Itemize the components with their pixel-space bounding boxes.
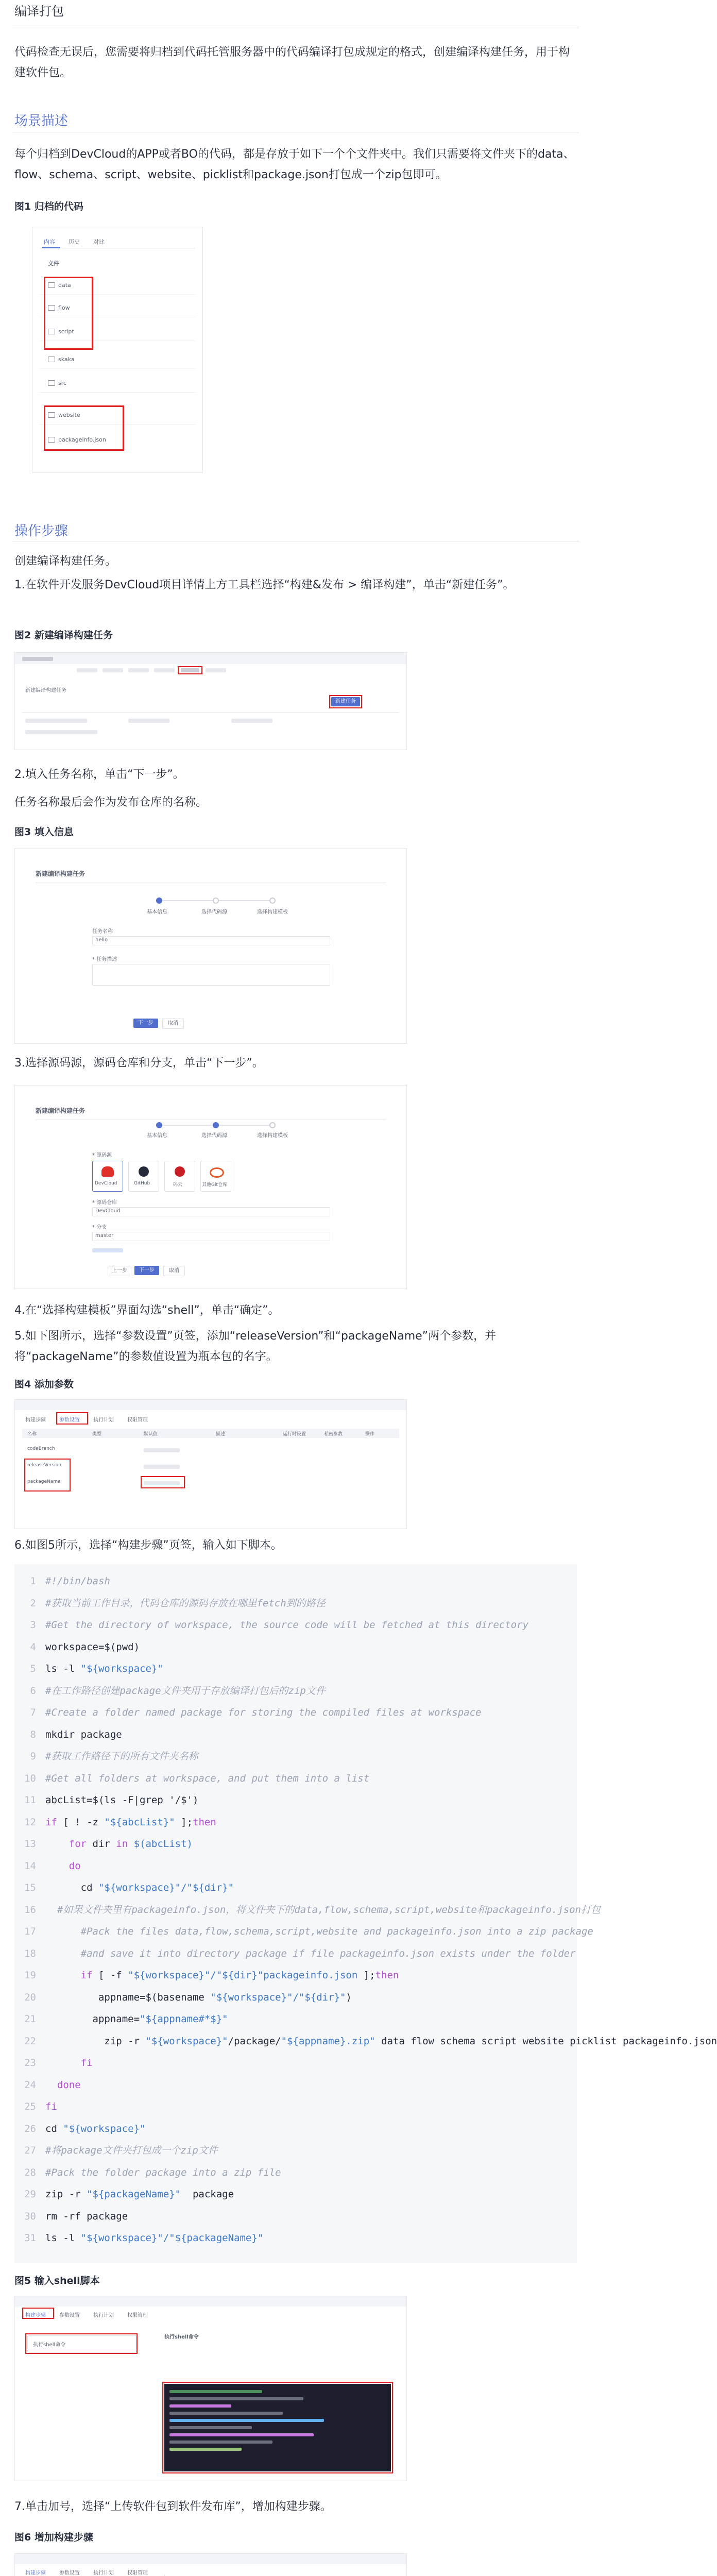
file-packageinfo[interactable]: packageinfo.json — [48, 436, 106, 443]
source-label: * 源码源 — [92, 1153, 112, 1158]
line-number: 15 — [24, 1882, 36, 1893]
tab-permissions[interactable]: 权限管理 — [127, 1417, 148, 1423]
col-secret: 私密参数 — [324, 1432, 343, 1437]
gitee-icon — [175, 1166, 185, 1177]
col-runtime: 运行时设置 — [283, 1432, 306, 1437]
branch-label: * 分支 — [92, 1225, 107, 1230]
step5-text: 5.如下图所示，选择“参数设置”页签，添加“releaseVersion”和“packageName”两个参数，并将“packageName”的参数值设置为瓶本包的名字。 — [14, 1330, 497, 1363]
line-number: 20 — [24, 1991, 36, 2003]
line-number: 19 — [24, 1970, 36, 1981]
fig2-caption: 图2 新建编译构建任务 — [14, 630, 113, 641]
code-text: if [ -f "${workspace}"/"${dir}"packageinfo.json ];then — [45, 1970, 399, 1981]
code-line — [14, 1900, 601, 1920]
highlight-box — [44, 277, 93, 350]
line-number: 1 — [30, 1575, 36, 1587]
table-header — [22, 1429, 399, 1438]
folder-skaka[interactable]: skaka — [48, 356, 75, 363]
line-number: 11 — [24, 1794, 36, 1806]
step2-note: 任务名称最后会作为发布仓库的名称。 — [14, 796, 208, 809]
nav-item[interactable] — [206, 668, 226, 672]
source-github[interactable]: GitHub — [128, 1161, 159, 1192]
step-label: 基本信息 — [147, 1133, 167, 1139]
repo-select[interactable] — [92, 1207, 330, 1216]
line-number: 30 — [24, 2210, 36, 2222]
param-row[interactable]: codeBranch — [27, 1446, 55, 1451]
code-text: zip -r "${workspace}"/package/"${appname}.zip" data flow schema script website picklist packageinfo.json — [45, 2035, 717, 2047]
fig3-caption: 图3 填入信息 — [14, 826, 74, 838]
tab-content[interactable]: 内容 — [44, 239, 55, 245]
fig5-screenshot — [14, 2296, 407, 2481]
step6-text: 6.如图5所示，选择“构建步骤”页签，输入如下脚本。 — [14, 1539, 282, 1552]
nav-item[interactable] — [77, 668, 97, 672]
line-number: 23 — [24, 2057, 36, 2069]
list-title: 新建编译构建任务 — [25, 688, 66, 693]
git-icon — [210, 1167, 224, 1178]
dialog-title: 新建编译构建任务 — [36, 1107, 86, 1114]
code-text: do — [45, 1860, 81, 1872]
tab-params[interactable]: 参数设置 — [59, 2570, 80, 2576]
param-row[interactable]: releaseVersion — [27, 1463, 61, 1468]
step-dot — [269, 897, 276, 904]
param-row[interactable]: packageName — [27, 1479, 61, 1484]
line-number: 17 — [24, 1926, 36, 1937]
fig6-caption: 图6 增加构建步骤 — [14, 2532, 93, 2543]
line-number: 12 — [24, 1816, 36, 1828]
top-toolbar — [15, 653, 406, 664]
code-text: ls -l "${workspace}"/"${packageName}" — [45, 2232, 264, 2244]
source-gitee[interactable]: 码云 — [164, 1161, 195, 1192]
step7-text: 7.单击加号，选择“上传软件包到软件发布库”，增加构建步骤。 — [14, 2500, 332, 2513]
code-text: #Get the directory of workspace, the source code will be fetched at this directory — [45, 1619, 528, 1631]
folder-script[interactable]: script — [48, 328, 74, 335]
file-header: 文件 — [48, 260, 59, 267]
code-text: if [ ! -z "${abcList}" ];then — [45, 1816, 216, 1828]
code-line — [14, 2184, 577, 2204]
highlight-box — [329, 695, 362, 708]
col-action: 操作 — [365, 1432, 375, 1437]
line-number: 27 — [24, 2145, 36, 2156]
line-number: 10 — [24, 1772, 36, 1784]
next-button[interactable]: 下一步 — [134, 1266, 159, 1275]
code-text: fi — [45, 2101, 57, 2112]
row-divider — [40, 368, 195, 369]
task-name-input[interactable] — [92, 936, 330, 945]
code-line — [14, 1769, 577, 1788]
line-number: 5 — [30, 1663, 36, 1674]
code-text: workspace=$(pwd) — [45, 1641, 140, 1653]
desc-textarea[interactable] — [92, 964, 330, 986]
source-other-git[interactable]: 其他Git仓库 — [200, 1161, 231, 1192]
line-number: 7 — [30, 1707, 36, 1718]
code-text: mkdir package — [45, 1728, 122, 1740]
code-line — [14, 2053, 577, 2073]
code-line — [14, 1790, 577, 1810]
tab-schedule[interactable]: 执行计划 — [93, 2570, 114, 2576]
task-name-label: 任务名称 — [92, 929, 113, 935]
col-desc: 描述 — [216, 1432, 226, 1437]
highlight-box — [44, 405, 124, 451]
breadcrumb — [22, 657, 53, 661]
line-number: 21 — [24, 2013, 36, 2025]
github-icon — [139, 1166, 149, 1177]
code-line — [14, 1571, 577, 1591]
line-number: 9 — [30, 1751, 36, 1762]
code-line — [14, 1922, 593, 1941]
code-text: #Pack the files data,flow,schema,script,website and packageinfo.json into a zip package — [45, 1926, 593, 1937]
highlight-box — [24, 1459, 71, 1492]
code-line — [14, 2097, 577, 2116]
folder-src[interactable]: src — [48, 380, 66, 386]
step4-text: 4.在“选择构建模板”界面勾选“shell”，单击“确定”。 — [14, 1304, 280, 1317]
code-text: #将package文件夹打包成一个zip文件 — [45, 2145, 218, 2156]
code-line — [14, 1659, 577, 1679]
fig-source-screenshot — [14, 1085, 407, 1289]
folder-website[interactable]: website — [48, 412, 80, 418]
line-number: 26 — [24, 2123, 36, 2134]
code-line — [14, 2207, 577, 2226]
nav-item[interactable] — [103, 668, 123, 672]
fig2-screenshot — [14, 652, 407, 750]
tab-active-indicator — [42, 247, 60, 248]
line-number: 13 — [24, 1838, 36, 1850]
line-number: 2 — [30, 1597, 36, 1609]
line-number: 25 — [24, 2101, 36, 2112]
code-line — [14, 2141, 577, 2160]
code-line — [14, 1747, 577, 1766]
build-step-card[interactable]: 执行shell命令 — [27, 2335, 136, 2353]
code-text: #Create a folder named package for storing the compiled files at workspace — [45, 1707, 482, 1718]
code-text: #获取工作路径下的所有文件夹名称 — [45, 1751, 198, 1762]
editor-title: 执行shell命令 — [164, 2334, 199, 2340]
step-dot — [269, 1122, 276, 1128]
code-line — [14, 2163, 577, 2182]
code-line — [14, 2031, 717, 2051]
step2-text: 2.填入任务名称，单击“下一步”。 — [14, 768, 184, 781]
col-type: 类型 — [92, 1432, 102, 1437]
code-line — [14, 1812, 577, 1832]
cancel-button[interactable]: 取消 — [163, 1266, 185, 1276]
line-number: 3 — [30, 1619, 36, 1631]
table-row[interactable] — [231, 719, 272, 723]
code-text: for dir in $(abcList) — [45, 1838, 193, 1850]
folder-icon — [48, 357, 55, 362]
tab-history[interactable]: 历史 — [69, 239, 80, 245]
code-line — [14, 1965, 577, 1985]
step3-text: 3.选择源码源，源码仓库和分支，单击“下一步”。 — [14, 1057, 264, 1070]
fig1-caption: 图1 归档的代码 — [14, 201, 83, 212]
code-text: #Pack the folder package into a zip file — [45, 2166, 281, 2178]
nav-build-release[interactable] — [181, 668, 199, 672]
step-label: 选择构建模板 — [257, 1133, 288, 1139]
tab-permissions[interactable]: 权限管理 — [127, 2313, 148, 2318]
top-toolbar — [15, 2554, 406, 2564]
code-text: #!/bin/bash — [45, 1575, 110, 1587]
folder-flow[interactable]: flow — [48, 304, 70, 311]
dialog-title: 新建编译构建任务 — [36, 870, 86, 877]
repo-value: DevCloud — [95, 1208, 121, 1214]
code-text: zip -r "${packageName}" package — [45, 2189, 234, 2200]
next-button[interactable]: 下一步 — [133, 1019, 158, 1028]
scene-heading: 场景描述 — [14, 113, 69, 129]
code-text: appname="${appname#*$}" — [45, 2013, 228, 2025]
new-task-button[interactable]: 新建任务 — [331, 697, 360, 706]
highlight-box — [162, 2382, 393, 2473]
code-line — [14, 1856, 577, 1876]
code-text: cd "${workspace}"/"${dir}" — [45, 1882, 234, 1893]
code-line — [14, 1834, 577, 1854]
step-dot — [213, 897, 219, 904]
tab-build-steps[interactable]: 构建步骤 — [25, 1417, 46, 1423]
code-line — [14, 1988, 577, 2007]
code-line — [14, 2119, 577, 2139]
code-line — [14, 1681, 577, 1701]
line-number: 16 — [24, 1904, 36, 1916]
scene-text: 每个归档到DevCloud的APP或者BO的代码，都是存放于如下一个个文件夹中。我们只需要将文件夹下的data、flow、schema、script、website、picklist和package.json打包成一个zip包即可。 — [14, 148, 575, 181]
devcloud-icon — [101, 1166, 114, 1177]
line-number: 28 — [24, 2166, 36, 2178]
line-number: 14 — [24, 1860, 36, 1872]
code-line — [14, 1878, 577, 1897]
step-label: 选择构建模板 — [257, 909, 288, 915]
code-line — [14, 2075, 577, 2095]
param-default[interactable] — [144, 1465, 180, 1469]
step-label: 选择代码源 — [201, 1133, 227, 1139]
ops-heading: 操作步骤 — [14, 523, 69, 539]
line-number: 18 — [24, 1947, 36, 1959]
tab-permissions[interactable]: 权限管理 — [127, 2570, 148, 2576]
tab-schedule[interactable]: 执行计划 — [93, 2313, 114, 2318]
line-number: 4 — [30, 1641, 36, 1653]
folder-icon — [48, 380, 55, 386]
table-row[interactable] — [128, 719, 169, 723]
prev-button[interactable]: 上一步 — [108, 1266, 131, 1276]
nav-item[interactable] — [128, 668, 149, 672]
code-line — [14, 1615, 577, 1635]
fig1-screenshot — [32, 227, 203, 473]
param-default[interactable] — [144, 1448, 180, 1452]
tab-params[interactable]: 参数设置 — [59, 1417, 80, 1423]
code-line — [14, 1703, 577, 1722]
code-text: #Get all folders at workspace, and put them into a list — [45, 1772, 370, 1784]
line-number: 8 — [30, 1728, 36, 1740]
highlight-box — [22, 2308, 54, 2319]
line-number: 29 — [24, 2189, 36, 2200]
line-number: 31 — [24, 2232, 36, 2244]
code-text: done — [45, 2079, 81, 2091]
link-text[interactable] — [92, 1248, 123, 1252]
fig4-caption: 图4 添加参数 — [14, 1379, 74, 1390]
tab-build-steps[interactable]: 构建步骤 — [25, 2570, 46, 2576]
branch-value: master — [95, 1233, 114, 1239]
step1-text: 1.在软件开发服务DevCloud项目详情上方工具栏选择“构建&发布 > 编译构建”，单击“新建任务”。 — [14, 579, 515, 591]
desc-label: * 任务描述 — [92, 957, 117, 962]
table-row[interactable] — [25, 730, 97, 734]
table-row[interactable] — [25, 719, 87, 723]
code-line — [14, 1637, 577, 1657]
page-title: 编译打包 — [14, 4, 64, 19]
code-text: #如果文件夹里有packageinfo.json，将文件夹下的data,flow,schema,script,website和packageinfo.json打包 — [45, 1904, 601, 1916]
col-default: 默认值 — [144, 1432, 158, 1437]
col-name: 名称 — [27, 1432, 37, 1437]
line-number: 22 — [24, 2035, 36, 2047]
branch-select[interactable] — [92, 1232, 330, 1241]
row-divider — [40, 392, 195, 393]
step-label: 基本信息 — [147, 909, 167, 915]
code-line — [14, 2009, 577, 2029]
code-text: #获取当前工作目录，代码仓库的源码存放在哪里fetch到的路径 — [45, 1597, 326, 1609]
code-text: abcList=$(ls -F|grep '/$') — [45, 1794, 199, 1806]
top-toolbar — [15, 2296, 406, 2307]
code-line — [14, 2228, 577, 2248]
intro-text: 代码检查无误后，您需要将归档到代码托管服务器中的代码编译打包成规定的格式，创建编译构建任务，用于构建软件包。 — [14, 46, 570, 79]
shell-script-block — [14, 1564, 717, 2263]
code-line — [14, 1944, 577, 1963]
top-toolbar — [15, 1400, 406, 1410]
code-text: appname=$(basename "${workspace}"/"${dir}") — [45, 1991, 352, 2003]
folder-data[interactable]: data — [48, 282, 71, 289]
tab-params[interactable]: 参数设置 — [59, 2313, 80, 2318]
tab-compare[interactable]: 对比 — [93, 239, 105, 245]
task-name-value: hello — [95, 937, 108, 943]
step-dot-active — [213, 1122, 219, 1128]
step-dot-done — [156, 1122, 162, 1128]
code-text: rm -rf package — [45, 2210, 128, 2222]
step-dot-active — [156, 897, 162, 904]
tab-schedule[interactable]: 执行计划 — [93, 1417, 114, 1423]
nav-item[interactable] — [154, 668, 175, 672]
line-number: 6 — [30, 1685, 36, 1697]
cancel-button[interactable]: 取消 — [162, 1019, 184, 1029]
fig4-screenshot — [14, 1399, 407, 1529]
repo-label: * 源码仓库 — [92, 1200, 117, 1206]
highlight-box — [25, 2333, 138, 2354]
code-text: fi — [45, 2057, 93, 2069]
tab-build-steps[interactable]: 构建步骤 — [25, 2313, 46, 2318]
source-devcloud[interactable]: DevCloud — [92, 1161, 123, 1192]
code-line — [14, 1594, 577, 1613]
code-line — [14, 1725, 577, 1744]
code-text: #and save it into directory package if file packageinfo.json exists under the folder — [45, 1947, 576, 1959]
code-text: ls -l "${workspace}" — [45, 1663, 163, 1674]
step-label: 选择代码源 — [201, 909, 227, 915]
ops-intro: 创建编译构建任务。 — [14, 555, 117, 568]
line-number: 24 — [24, 2079, 36, 2091]
code-text: #在工作路径创建package文件夹用于存放编译打包后的zip文件 — [45, 1685, 326, 1697]
code-text: cd "${workspace}" — [45, 2123, 146, 2134]
fig3-screenshot — [14, 848, 407, 1044]
highlight-box — [141, 1476, 185, 1488]
fig5-caption: 图5 输入shell脚本 — [14, 2275, 100, 2286]
highlight-box — [56, 1412, 88, 1425]
fig6-screenshot — [14, 2553, 407, 2576]
